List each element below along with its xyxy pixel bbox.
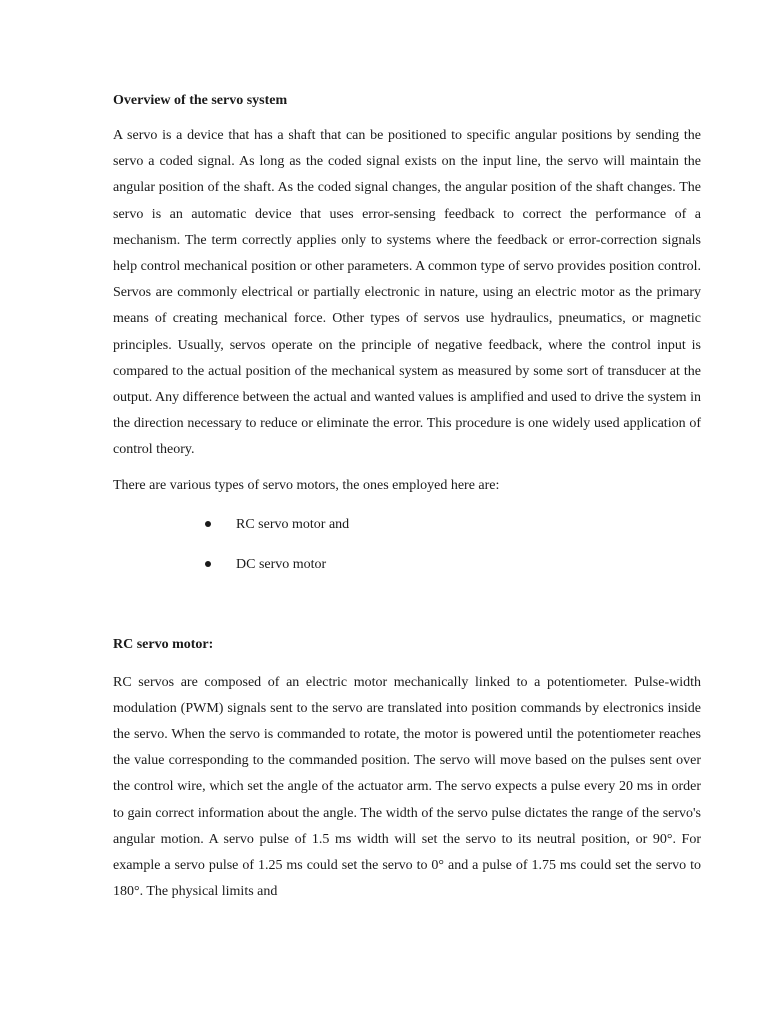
paragraph-overview: A servo is a device that has a shaft that can be positioned to specific angular positions by sending the servo a coded signal. As long as the coded signal exists on the input line, the servo will maintain the angular position of the shaft. As the coded signal changes, the angular position of the shaft changes. The servo is an automatic device that uses error-sensing feedback to correct the performance of a mechanism. The term correctly applies only to systems where the feedback or error-correction signals help control mechanical position or other parameters. A common type of servo provides position control. Servos are commonly electrical or partially electronic in nature, using an electric motor as the primary means of creating mechanical force. Other types of servos use hydraulics, pneumatics, or magnetic principles. Usually, servos operate on the principle of negative feedback, where the control input is compared to the actual position of the mechanical system as measured by some sort of transducer at the output. Any difference between the actual and wanted values is amplified and used to drive the system in the direction necessary to reduce or eliminate the error. This procedure is one widely used application of control theory.: [113, 128, 701, 458]
bullet-icon: [205, 561, 211, 567]
document-body: [113, 88, 701, 905]
paragraph-rc-servo: RC servos are composed of an electric motor mechanically linked to a potentiometer. Pulse-width modulation (PWM) signals sent to the servo are translated into position commands by electronics inside the servo. When the servo is commanded to rotate, the motor is powered until the potentiometer reaches the value corresponding to the commanded position. The servo will move based on the pulses sent over the control wire, which set the angle of the actuator arm. The servo expects a pulse every 20 ms in order to gain correct information about the angle. The width of the servo pulse dictates the range of the servo's angular motion. A servo pulse of 1.5 ms width will set the servo to its neutral position, or 90°. For example a servo pulse of 1.25 ms could set the servo to 0° and a pulse of 1.75 ms could set the servo to 180°. The physical limits and: [113, 674, 701, 900]
list-item: [113, 552, 701, 578]
list-item: [113, 512, 701, 538]
bullet-icon: [205, 521, 211, 527]
section-heading-overview: Overview of the servo system: [113, 93, 288, 108]
section-heading-rc-servo: RC servo motor:: [113, 636, 214, 652]
servo-types-list: [113, 512, 701, 578]
list-item-label: RC servo motor and: [236, 516, 350, 532]
list-lead-text: There are various types of servo motors, the ones employed here are:: [113, 477, 500, 493]
list-item-label: DC servo motor: [236, 556, 327, 572]
